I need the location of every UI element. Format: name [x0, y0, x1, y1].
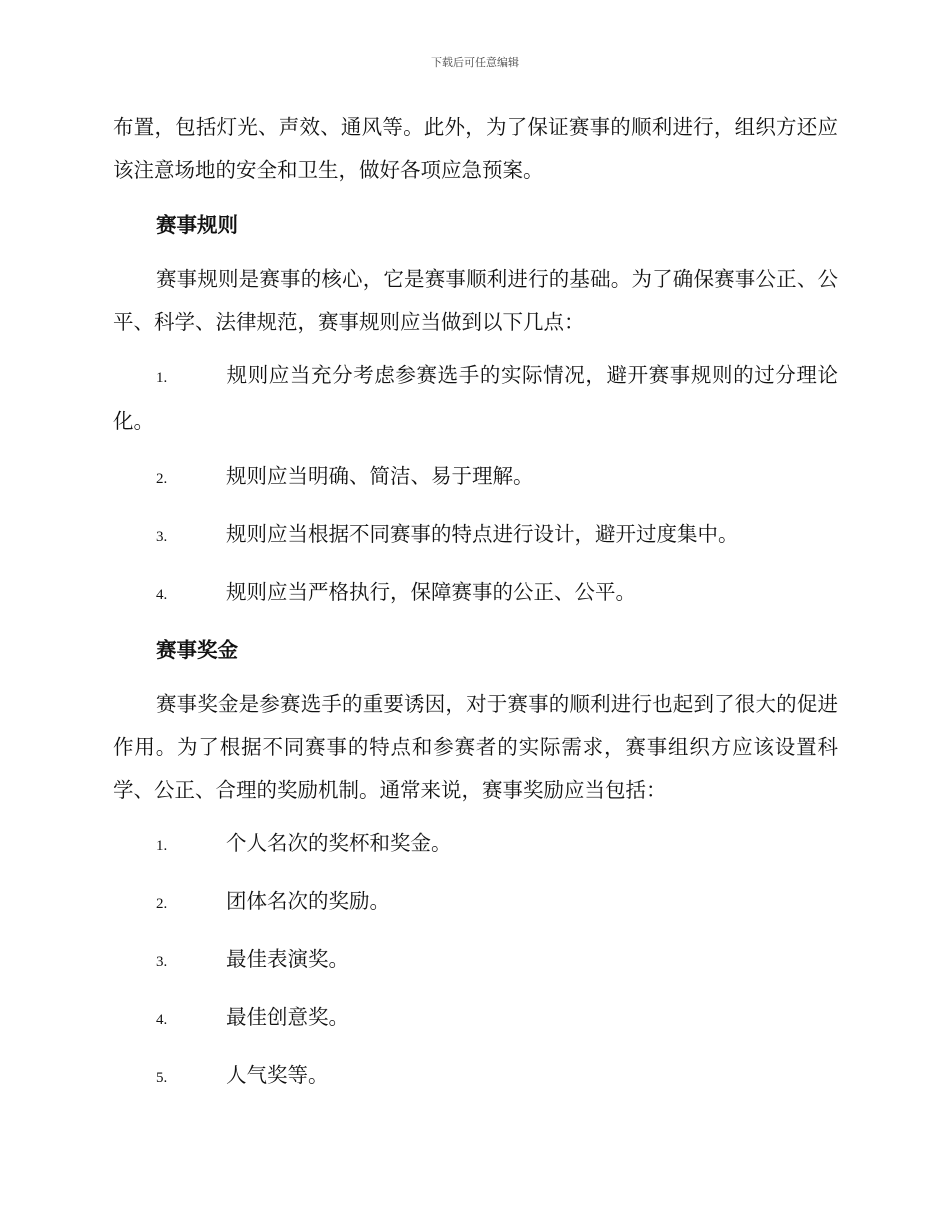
list-number: 3.: [156, 954, 168, 970]
list-number: 5.: [156, 1070, 168, 1086]
list-text: 个人名次的奖杯和奖金。: [226, 831, 452, 855]
list-text: 人气奖等。: [226, 1063, 329, 1087]
list-item: [113, 513, 838, 559]
list-text: 最佳表演奖。: [226, 947, 349, 971]
list-number: 4.: [156, 587, 168, 603]
list-text: 最佳创意奖。: [226, 1005, 349, 1029]
list-item: [113, 938, 838, 984]
list-item: [113, 996, 838, 1042]
list-number: 1.: [156, 370, 168, 386]
list-item: [113, 1054, 838, 1100]
list-text: 规则应当根据不同赛事的特点进行设计，避开过度集中。: [226, 522, 739, 546]
intro-paragraph: 布置，包括灯光、声效、通风等。此外，为了保证赛事的顺利进行，组织方还应该注意场地的安全和卫生，做好各项应急预案。: [113, 115, 838, 182]
list-item: [113, 354, 838, 443]
section-heading-prize: 赛事奖金: [156, 638, 238, 662]
list-number: 2.: [156, 471, 168, 487]
list-number: 2.: [156, 896, 168, 912]
list-number: 1.: [156, 838, 168, 854]
document-body: [113, 106, 838, 1100]
page-header: 下载后可任意编辑: [431, 56, 519, 69]
list-item: [113, 571, 838, 617]
list-text: 团体名次的奖励。: [226, 889, 390, 913]
list-text: 规则应当充分考虑参赛选手的实际情况，避开赛事规则的过分理论化。: [113, 363, 838, 433]
list-text: 规则应当严格执行，保障赛事的公正、公平。: [226, 580, 636, 604]
list-item: [113, 455, 838, 501]
list-text: 规则应当明确、简洁、易于理解。: [226, 464, 534, 488]
list-item: [113, 822, 838, 868]
list-item: [113, 880, 838, 926]
list-number: 4.: [156, 1012, 168, 1028]
section-heading-rules: 赛事规则: [156, 213, 238, 237]
prize-paragraph: 赛事奖金是参赛选手的重要诱因，对于赛事的顺利进行也起到了很大的促进作用。为了根据不同赛事的特点和参赛者的实际需求，赛事组织方应该设置科学、公正、合理的奖励机制。通常来说，赛事奖励应当包括：: [113, 692, 838, 802]
rules-paragraph: 赛事规则是赛事的核心，它是赛事顺利进行的基础。为了确保赛事公正、公平、科学、法律规范，赛事规则应当做到以下几点：: [113, 267, 838, 334]
list-number: 3.: [156, 529, 168, 545]
